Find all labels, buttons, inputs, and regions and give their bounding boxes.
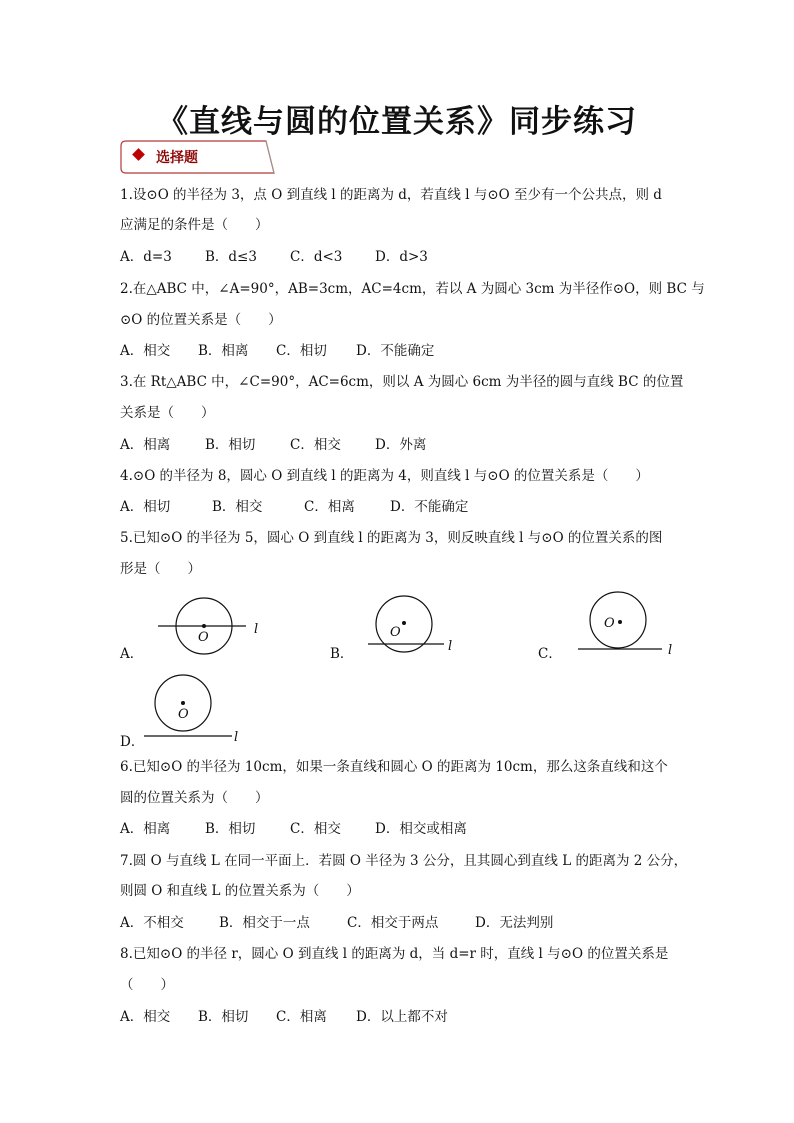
question-2-line-1: 2.在△ABC 中，∠A=90°，AB=3cm，AC=4cm，若以 A 为圆心 3cm 为半径作⊙O，则 BC 与 (120, 281, 705, 297)
center-label: O (198, 630, 209, 645)
question-7-line-1: 7.圆 O 与直线 L 在同一平面上．若圆 O 半径为 3 公分，且其圆心到直线 L 的距离为 2 公分， (120, 853, 688, 869)
question-1-line-1: 1.设⊙O 的半径为 3，点 O 到直线 l 的距离为 d，若直线 l 与⊙O 至少有一个公共点，则 d (120, 187, 662, 203)
option-d: D．不能确定 (390, 499, 469, 515)
question-6-line-2: 圆的位置关系为（ ） (120, 790, 269, 806)
question-3-options (120, 436, 426, 454)
figure-a (150, 596, 270, 660)
figure-a-label: A． (120, 646, 144, 662)
section-label: 选择题 (156, 150, 198, 166)
figure-c (570, 590, 680, 658)
question-4-options (120, 498, 468, 516)
option-d: D．外离 (375, 437, 427, 453)
figure-c-label: C． (538, 646, 562, 662)
question-4-line-1: 4.⊙O 的半径为 8，圆心 O 到直线 l 的距离为 4，则直线 l 与⊙O 的位置关系是（ ） (120, 468, 649, 484)
option-c: C．相交 (290, 821, 341, 837)
option-c: C．相交于两点 (347, 915, 439, 931)
option-d: D．d>3 (375, 249, 428, 265)
question-5-line-2: 形是（ ） (120, 561, 201, 577)
option-b: B．d≤3 (205, 249, 257, 265)
question-7-line-2: 则圆 O 和直线 L 的位置关系为（ ） (120, 883, 360, 899)
question-7-options (120, 914, 553, 932)
question-5-line-1: 5.已知⊙O 的半径为 5，圆心 O 到直线 l 的距离为 3，则反映直线 l 与⊙O 的位置关系的图 (120, 530, 663, 546)
line-label: l (668, 643, 673, 658)
line-label: l (234, 730, 239, 742)
option-a: A．相交 (120, 343, 171, 359)
option-a: A．相离 (120, 437, 171, 453)
question-8-line-1: 8.已知⊙O 的半径 r，圆心 O 到直线 l 的距离为 d，当 d=r 时，直线 l 与⊙O 的位置关系是 (120, 946, 669, 962)
option-a: A．d=3 (120, 249, 172, 265)
figure-d-label: D． (120, 734, 145, 750)
question-1-options (120, 248, 428, 266)
question-1-line-2: 应满足的条件是（ ） (120, 217, 269, 233)
figure-b (360, 594, 470, 658)
question-3-line-1: 3.在 Rt△ABC 中，∠C=90°，AC=6cm，则以 A 为圆心 6cm 为半径的圆与直线 BC 的位置 (120, 374, 684, 390)
question-6-line-1: 6.已知⊙O 的半径为 10cm，如果一条直线和圆心 O 的距离为 10cm，那么这条直线和这个 (120, 759, 668, 775)
option-a: A．不相交 (120, 915, 184, 931)
option-d: D．无法判别 (475, 915, 554, 931)
figure-d (140, 670, 250, 742)
option-d: D．以上都不对 (356, 1009, 448, 1025)
center-label: O (604, 616, 615, 631)
option-b: B．相切 (205, 437, 256, 453)
option-a: A．相离 (120, 821, 171, 837)
option-c: C．相离 (304, 499, 355, 515)
line-label: l (448, 639, 453, 654)
option-d: D．不能确定 (356, 343, 435, 359)
option-a: A．相切 (120, 499, 171, 515)
question-3-line-2: 关系是（ ） (120, 405, 215, 421)
page-title: 《直线与圆的位置关系》同步练习 (157, 104, 637, 140)
line-label: l (254, 622, 259, 637)
figure-b-label: B． (330, 646, 354, 662)
question-2-options (120, 342, 434, 360)
section-header (120, 140, 275, 174)
option-b: B．相离 (198, 343, 249, 359)
option-b: B．相切 (205, 821, 256, 837)
question-8-line-2: （ ） (120, 977, 174, 993)
option-d: D．相交或相离 (375, 821, 467, 837)
question-8-options (120, 1008, 448, 1026)
option-c: C．d<3 (290, 249, 343, 265)
center-label: O (390, 625, 401, 640)
option-b: B．相交于一点 (219, 915, 310, 931)
option-a: A．相交 (120, 1009, 171, 1025)
question-6-options (120, 820, 467, 838)
option-c: C．相离 (276, 1009, 327, 1025)
option-b: B．相交 (212, 499, 263, 515)
option-c: C．相切 (276, 343, 327, 359)
center-label: O (178, 707, 189, 722)
option-b: B．相切 (198, 1009, 249, 1025)
option-c: C．相交 (290, 437, 341, 453)
question-2-line-2: ⊙O 的位置关系是（ ） (120, 312, 282, 328)
